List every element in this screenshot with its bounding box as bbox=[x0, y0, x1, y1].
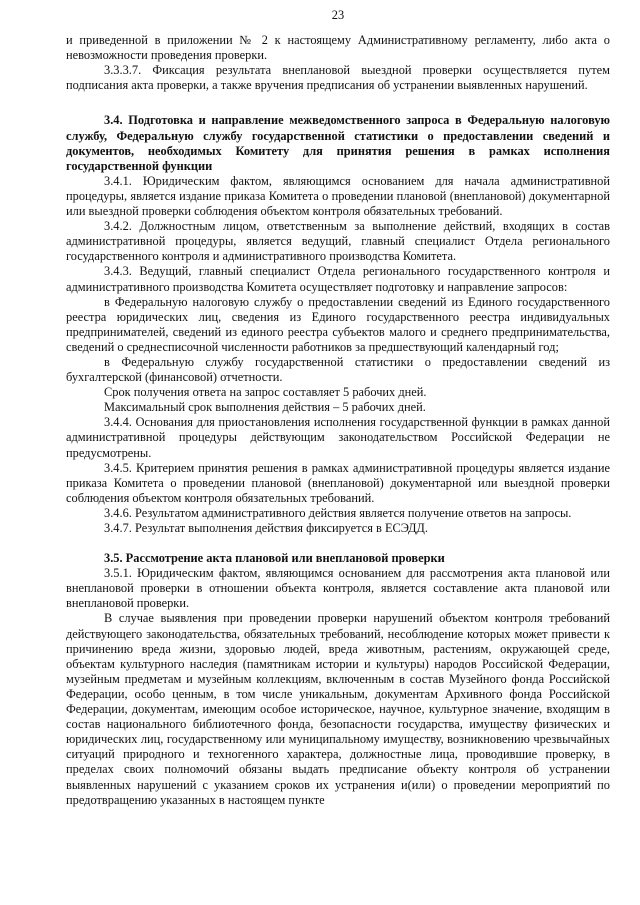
paragraph-fns-request: в Федеральную налоговую службу о предоставлении сведений из Единого государственного реестра юридических лиц, сведения из Единого государственного реестра индивидуальных предпринимателей, сведений из единого реестра субъектов малого и среднего предпринимательства, сведений о среднесписочной численности работников за предшествующий календарный год; bbox=[66, 294, 610, 354]
paragraph-3-4-6: 3.4.6. Результатом административного действия является получение ответов на запросы. bbox=[104, 505, 572, 520]
paragraph-violations: В случае выявления при проведении проверки нарушений объектом контроля требований действующего законодательства, обязательных требований, несоблюдение которых может привести к причинению вреда жизни, здоровью людей, вреда животным, растениям, окружающей среде, объектам культурного наследия (памятникам истории и культуры) народов Российской Федерации, музейным предметам и музейным коллекциям, включенным в состав Музейного фонда Российской Федерации, особо ценным, в том числе уникальным, документам Архивного фонда Российской Федерации, документам, имеющим особое историческое, научное, культурное значение, входящим в состав национального библиотечного фонда, безопасности государства, имуществу физических и юридических лиц, государственному или муниципальному имуществу, возникновению чрезвычайных ситуаций природного и техногенного характера, должностные лица, проводившие проверку, в пределах своих полномочий обязаны выдать предписание объекту контроля об устранении выявленных нарушений с указанием сроков их устранения и(или) о проведении мероприятий по предотвращению указанных в настоящем пункте bbox=[66, 611, 610, 807]
paragraph-rosstat-request: в Федеральную службу государственной статистики о предоставлении сведений из бухгалтерской (финансовой) отчетности. bbox=[66, 354, 610, 385]
page-number: 23 bbox=[331, 8, 345, 22]
paragraph-3-4-5: 3.4.5. Критерием принятия решения в рамках административной процедуры является издание приказа Комитета о проведении плановой (внеплановой) документарной или выездной проверки соблюдения объектом контроля обязательных требований. bbox=[66, 460, 610, 505]
spacer bbox=[66, 93, 610, 113]
section-heading-3-4: 3.4. Подготовка и направление межведомственного запроса в Федеральную налоговую службу, Федеральную службу государственной статистики о предоставлении сведений и документов, необходимых Комитету для принятия решения в рамках исполнения государственной функции bbox=[66, 113, 610, 173]
paragraph-3-4-4: 3.4.4. Основания для приостановления исполнения государственной функции в рамках данной административной процедуры действующим законодательством Российской Федерации не предусмотрены. bbox=[66, 415, 610, 460]
paragraph-response-term: Срок получения ответа на запрос составляет 5 рабочих дней. bbox=[104, 385, 427, 400]
paragraph-3-4-7: 3.4.7. Результат выполнения действия фиксируется в ЕСЭДД. bbox=[104, 521, 428, 535]
spacer bbox=[66, 536, 610, 551]
paragraph-3-3-3-7: 3.3.3.7. Фиксация результата внеплановой выездной проверки осуществляется путем подписания акта проверки, а также вручения предписания об устранении выявленных нарушений. bbox=[66, 63, 610, 93]
paragraph-3-4-3: 3.4.3. Ведущий, главный специалист Отдела регионального государственного контроля и административного производства Комитета осуществляет подготовку и направление запросов: bbox=[66, 264, 610, 294]
paragraph-3-4-1: 3.4.1. Юридическим фактом, являющимся основанием для начала административной процедуры, является издание приказа Комитета о проведении плановой (внеплановой) документарной или выездной проверки соблюдения объектом контроля обязательных требований. bbox=[66, 173, 610, 219]
section-heading-3-5: 3.5. Рассмотрение акта плановой или внеплановой проверки bbox=[104, 551, 445, 566]
paragraph-max-term: Максимальный срок выполнения действия – 5 рабочих дней. bbox=[104, 400, 426, 415]
paragraph-3-4-2: 3.4.2. Должностным лицом, ответственным за выполнение действий, входящих в состав административной процедуры, является ведущий, главный специалист Отдела регионального государственного контроля и административного производства Комитета. bbox=[66, 219, 610, 264]
paragraph-3-5-1: 3.5.1. Юридическим фактом, являющимся основанием для рассмотрения акта плановой или внеплановой проверки в отношении объекта контроля, является составление акта плановой или внеплановой проверки. bbox=[66, 566, 610, 611]
paragraph-continuation: и приведенной в приложении № 2 к настоящему Административному регламенту, либо акта о невозможности проведения проверки. bbox=[66, 33, 610, 63]
